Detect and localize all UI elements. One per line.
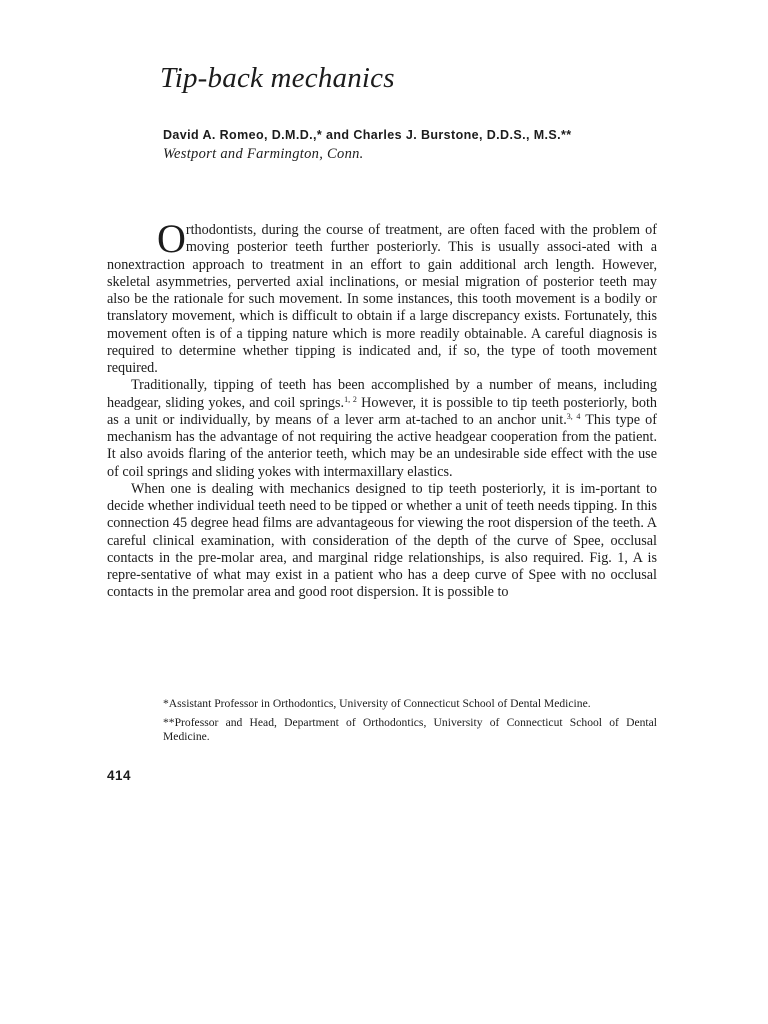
paragraph-2-text-b: However, it is possible to tip teeth posteriorly, both as a unit or individually, by means of a lever arm at-tached to an anchor unit. xyxy=(107,394,658,428)
citation-ref-1: 1, 2 xyxy=(344,394,357,404)
paragraph-2-text-c: This type of mechanism has the advantage of not requiring the active headgear cooperation from the patient. It also avoids flaring of the anterior teeth, which may be an undesirable side effect with the use of coil springs and sliding yokes with intermaxillary elastics. xyxy=(107,411,658,480)
citation-ref-2: 3, 4 xyxy=(566,411,581,421)
page-number: 414 xyxy=(107,768,132,783)
article-title: Tip-back mechanics xyxy=(160,62,395,94)
paragraph-2-text-a: Traditionally, tipping of teeth has been accomplished by a number of means, including headgear, sliding yokes, and coil springs. xyxy=(107,377,657,411)
author-line: David A. Romeo, D.M.D.,* and Charles J. Burstone, D.D.S., M.S.** xyxy=(163,128,572,142)
paragraph-3-text: When one is dealing with mechanics designed to tip teeth posteriorly, it is im-portant to decide whether individual teeth need to be tipped or whether a unit of teeth needs tipping. In this connection 45 degree head films are advantageous for viewing the root dispersion of the teeth. A careful clinical examination, with consideration of the depth of the curve of Spee, occlusal contacts in the pre-molar area, and marginal ridge relationships, is also required. Fig. 1, A is repre-sentative of what may exist in a patient who has a deep curve of Spee with no occlusal contacts in the premolar area and good root dispersion. It is possible to xyxy=(107,480,657,601)
author-affiliation: Westport and Farmington, Conn. xyxy=(163,146,364,162)
article-body xyxy=(107,216,658,602)
footnotes xyxy=(163,697,657,749)
footnote-1: *Assistant Professor in Orthodontics, University of Connecticut School of Dental Medicine. xyxy=(163,697,591,710)
paragraph-1 xyxy=(107,216,657,377)
paragraph-3 xyxy=(107,481,657,602)
drop-cap: O xyxy=(157,216,186,261)
paragraph-1-text: rthodontists, during the course of treatment, are often faced with the problem of moving posterior teeth further posteriorly. This is usually associ-ated with a nonextraction approach to treatment in an effort to gain additional arch length. However, skeletal asymmetries, perverted axial inclinations, or mesial migration of posterior teeth may also be the rationale for such movement. In some instances, this tooth movement is a bodily or translatory movement, which is difficult to obtain if a large discrepancy exists. Fortunately, this movement often is of a tipping nature which is more readily obtainable. A careful diagnosis is required to determine whether tipping is indicated and, if so, the type of tooth movement required. xyxy=(107,222,657,376)
paragraph-2 xyxy=(107,377,657,481)
footnote-2: **Professor and Head, Department of Orthodontics, University of Connecticut School of Dental Medicine. xyxy=(163,715,657,743)
